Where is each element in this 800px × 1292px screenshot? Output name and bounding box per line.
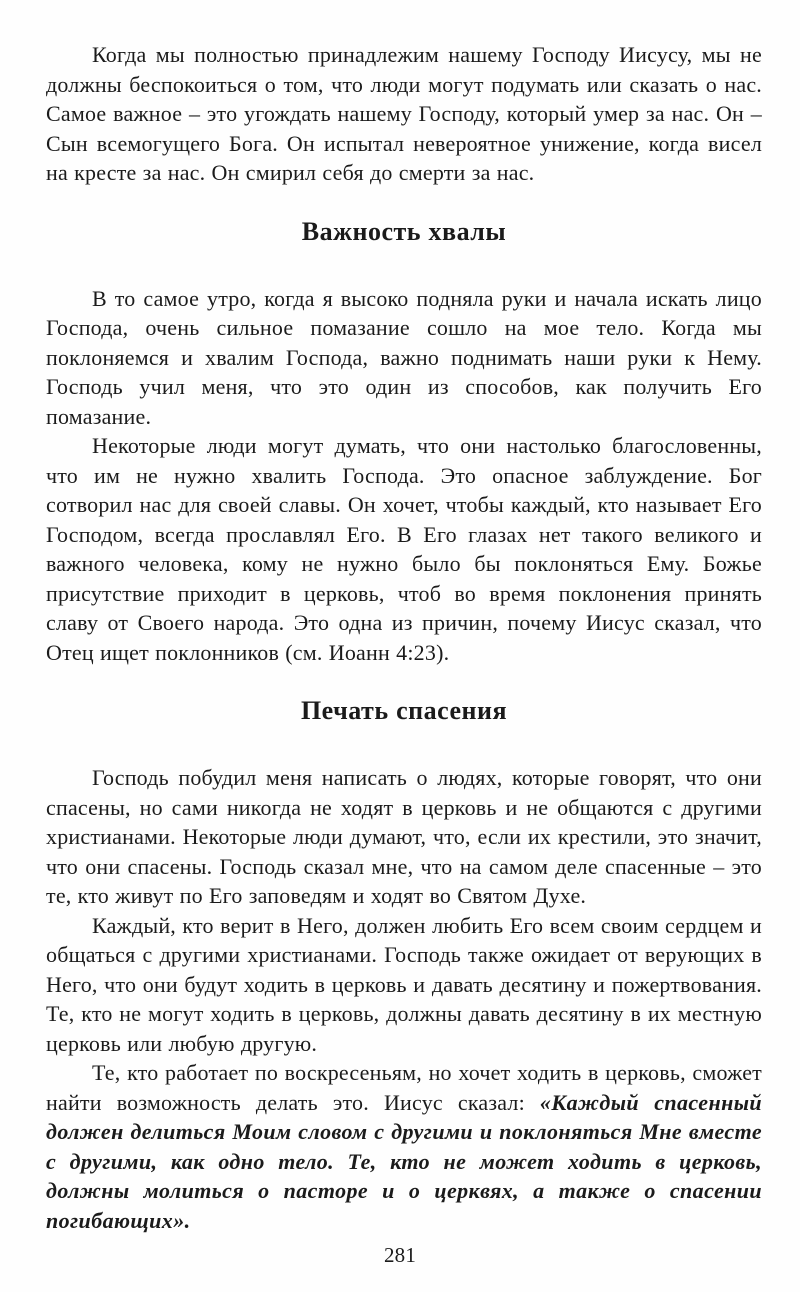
paragraph-morning-anointing: В то самое утро, когда я высоко подняла руки и начала искать лицо Господа, очень сильное помазание сошло на мое тело. Когда мы поклоняемся и хвалим Господа, важно поднимать наши руки к Нему. Господь учил меня, что это один из способов, как получить Его помазание. (46, 285, 762, 429)
paragraph-people-who-say-saved: Господь побудил меня написать о людях, которые говорят, что они спасены, но сами никогда не ходят в церковь и не общаются с другими христианами. Некоторые люди думают, что, если их крестили, это значит, что они спасены. Господь сказал мне, что на самом деле спасенные – это те, кто живут по Его заповедям и ходят во Святом Духе. (46, 765, 762, 908)
paragraph-believers-obligations: Каждый, кто верит в Него, должен любить Его всем своим сердцем и общаться с другими христианами. Господь также ожидает от верующих в Него, что они будут ходить в церковь и давать десятину и пожертвования. Те, кто не могут ходить в церковь, должны давать десятину в их местную церковь или любую другую. (46, 912, 762, 1056)
paragraph-sunday-workers (46, 1058, 762, 1235)
section-heading-importance-of-praise: Важность хвалы (301, 216, 507, 246)
jesus-quote-italic: «Каждый спасенный должен делиться Моим словом с другими и поклоняться Мне вместе с другими, как одно тело. Те, кто не может ходить в церковь, должны молиться о пасторе и о церквях, а также о спасении погибающих». (46, 1089, 762, 1233)
page-number: 281 (383, 1242, 417, 1267)
paragraph-dangerous-delusion: Некоторые люди могут думать, что они настолько благословенны, что им не нужно хвалить Господа. Это опасное заблуждение. Бог сотворил нас для своей славы. Он хочет, чтобы каждый, кто называет Его Господом, всегда прославлял Его. В Его глазах нет такого великого и важного человека, кому не нужно было бы поклоняться Ему. Божье присутствие приходит в церковь, чтоб во время поклонения принять славу от Своего народа. Это одна из причин, почему Иисус сказал, что Отец ищет поклонников (см. Иоанн 4:23). (46, 433, 762, 665)
paragraph-lead-text: Те, кто работает по воскресеньям, но хочет ходить в церковь, сможет найти возможность делать это. Иисус сказал: (46, 1060, 762, 1115)
paragraph-belonging-to-lord: Когда мы полностью принадлежим нашему Господу Иисусу, мы не должны беспокоиться о том, что люди могут подумать или сказать о нас. Самое важное – это угождать нашему Господу, который умер за нас. Он – Сын всемогущего Бога. Он испытал невероятное унижение, когда висел на кресте за нас. Он смирил себя до смерти за нас. (46, 42, 762, 185)
section-heading-seal-of-salvation: Печать спасения (300, 696, 508, 725)
